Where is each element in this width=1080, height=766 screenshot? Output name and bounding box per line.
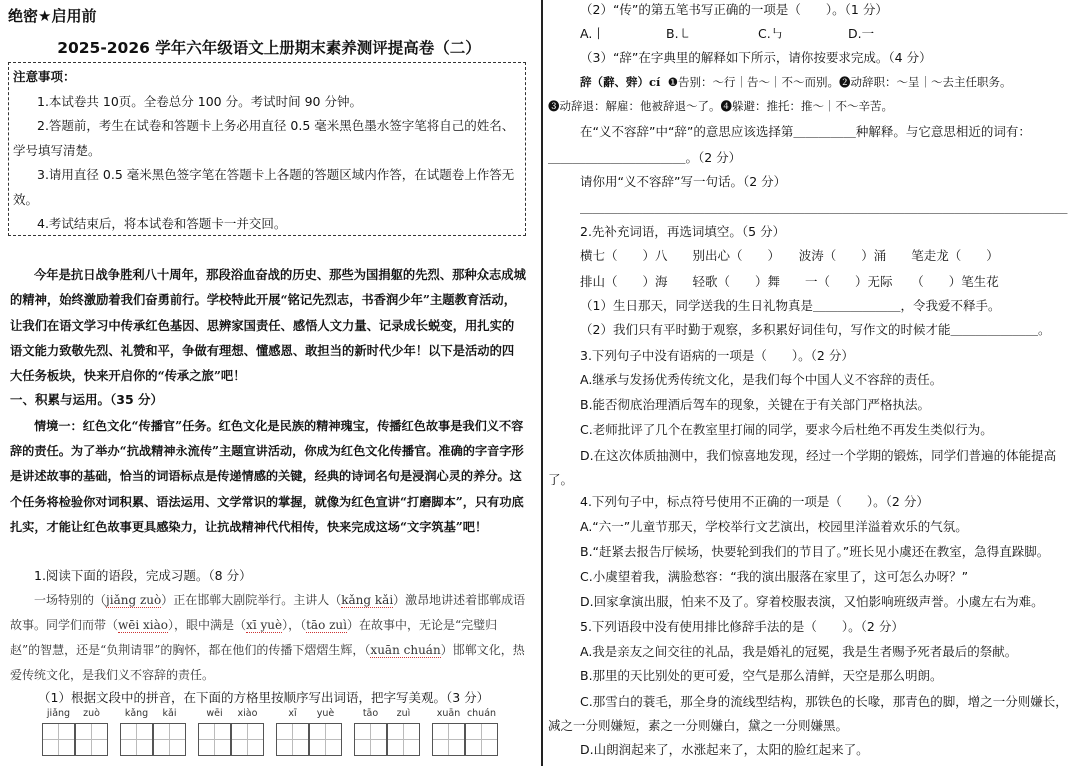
pinyin-blank: wēi xiào [118,618,169,632]
grid-pinyin-label: wēi [206,708,223,719]
grid-pinyin-label: tāo [362,708,379,719]
writing-grid-cell[interactable] [75,723,108,756]
writing-grid-cell[interactable] [153,723,186,756]
option[interactable]: C.㇉ [758,26,784,41]
task-paragraph: 情境一：红色文化“传播官”任务。红色文化是民族的精神瑰宝，传播红色故事是我们义不容辞的责任。为了举办“抗战精神永流传”主题宣讲活动，你成为红色文化传播官。准确的字音字形是讲述故事的基础，恰当的词语标点是传递情感的关键，经典的诗词名句是浸润心灵的养分。这个任务将检验你对词积累、语法运用、文学常识的掌握，就像为红色宣讲“打磨脚本”，只有功底扎实，才能让红色故事更具感染力，让抗战精神代代相传，快来完成这场“文字筑基”吧！ [10,419,524,534]
grid-pinyin-label: kǎi [162,708,177,719]
grid-pinyin-label: xiào [237,708,258,719]
grid-pinyin-label: zuò [83,708,100,719]
grid-pinyin-label: chuán [466,708,497,719]
section-title: 一、积累与运用。（35 分） [10,392,163,407]
notice-item: 2.答题前，考生在试卷和答题卡上务必用直径 0.5 毫米黑色墨水签字笔将自己的姓名、学号填写清楚。 [13,118,515,158]
option[interactable]: C.那雪白的蓑毛，那全身的流线型结构，那铁色的长喙，那青色的脚，增之一分则嫌长，减之一分则嫌短，素之一分则嫌白，黛之一分则嫌黑。 [548,694,1068,733]
question-3: （3）“辞”在字典里的解释如下所示，请你按要求完成。（4 分） [580,50,932,65]
writing-line[interactable]: ＿＿＿＿＿＿＿＿＿＿＿＿＿＿＿＿＿＿＿＿＿＿＿＿＿＿＿＿＿＿＿＿＿＿＿＿＿＿＿ [580,200,1068,215]
option[interactable]: B.“赶紧去报告厅候场，快要轮到我们的节目了。”班长见小虞还在教室，急得直跺脚。 [580,544,1050,559]
option[interactable]: D.一 [848,26,875,41]
left-column [0,0,538,766]
option[interactable]: D.山朗润起来了，水涨起来了，太阳的脸红起来了。 [580,742,869,757]
option[interactable]: A.丨 [580,26,605,41]
option[interactable]: B.那里的天比别处的更可爱，空气是那么清鲜，天空是那么明朗。 [580,668,943,683]
writing-grid-cell[interactable] [42,723,75,756]
idiom-row: 横七（ ）八 别出心（ ） 波涛（ ）涌 笔走龙（ ） [580,248,999,263]
dictionary-entry: 辞（辭、辤）cí ❶告别：～行｜告～｜不～而别。❷动辞职：～呈｜～去主任职务。 [580,75,1012,89]
question-1-1: （1）根据文段中的拼音，在下面的方格里按顺序写出词语，把字写美观。（3 分） [38,690,490,705]
writing-grid-cell[interactable] [120,723,153,756]
question-6: 4.下列句子中，标点符号使用不正确的一项是（ ）。（2 分） [580,494,929,509]
question-4: 2.先补充词语，再选词填空。（5 分） [580,224,786,239]
question-5: 3.下列句子中没有语病的一项是（ ）。（2 分） [580,348,854,363]
option[interactable]: A.继承与发扬优秀传统文化，是我们每个中国人义不容辞的责任。 [580,372,943,387]
question-1: 1.阅读下面的语段，完成习题。（8 分） [34,568,252,583]
writing-grid-cell[interactable] [276,723,309,756]
question-4-2: （2）我们只有平时勤于观察，多积累好词佳句，写作文的时候才能＿＿＿＿＿＿＿。 [580,322,1051,337]
option[interactable]: A.“六一”儿童节那天，学校举行文艺演出，校园里洋溢着欢乐的气氛。 [580,519,968,534]
option[interactable]: D.在这次体质抽测中，我们惊喜地发现，经过一个学期的锻炼，同学们普遍的体能提高了。 [548,448,1057,487]
option[interactable]: B.㇄ [666,26,692,41]
notice-item: 3.请用直径 0.5 毫米黑色签字笔在答题卡上各题的答题区域内作答，在试题卷上作答无效。 [13,167,515,207]
question-3c: 请你用“义不容辞”写一句话。（2 分） [580,174,787,189]
pinyin-blank: xī yuè [246,618,283,632]
option[interactable]: D.回家拿演出服，怕来不及了。穿着校服表演，又怕影响班级声誉。小虞左右为难。 [580,594,1044,609]
grid-pinyin-label: xuān [436,708,461,719]
reading-passage: 一场特别的（jiǎng zuò）正在邯郸大剧院举行。主讲人（kǎng kǎi）激昂地讲述着邯郸成语故事。同学们而带（wēi xiào），眼中满是（xī yuè），（tāo zuì）在故事中，无论是“完璧归赵”的智慧，还是“负荆请罪”的胸怀，都在他们的传播下熠熠生辉，（xuān chuán）邯郸文化，热爱传统文化，是我们义不容辞的责任。 [10,593,526,682]
option[interactable]: B.能否彻底治理酒后驾车的现象，关键在于有关部门严格执法。 [580,397,931,412]
page-title: 2025-2026 学年六年级语文上册期末素养测评提高卷（二） [57,39,481,57]
idiom-row: 排山（ ）海 轻歌（ ）舞 一（ ）无际 （ ）笔生花 [580,274,999,289]
secret-label: 绝密★启用前 [8,7,97,25]
writing-grid-cell[interactable] [309,723,342,756]
notice-item: 4.考试结束后，将本试卷和答题卡一并交回。 [37,216,287,231]
writing-grid-cell[interactable] [198,723,231,756]
question-4-1: （1）生日那天，同学送我的生日礼物真是＿＿＿＿＿＿＿，令我爱不释手。 [580,298,1001,313]
writing-grid-cell[interactable] [387,723,420,756]
grid-pinyin-label: zuì [396,708,411,719]
column-divider [541,0,543,766]
option[interactable]: C.老师批评了几个在教室里打闹的同学，要求今后杜绝不再发生类似行为。 [580,422,993,437]
writing-grid-cell[interactable] [465,723,498,756]
writing-grid-cell[interactable] [432,723,465,756]
pinyin-blank: kǎng kǎi [341,593,394,607]
right-column [548,0,1080,766]
answer-line[interactable]: ＿＿＿＿＿＿＿＿＿＿＿。（2 分） [548,150,742,165]
pinyin-blank: jiǎng zuò [106,593,162,607]
question-2: （2）“传”的第五笔书写正确的一项是（ ）。（1 分） [580,2,888,17]
grid-pinyin-label: jiǎng [46,708,71,719]
question-7: 5.下列语段中没有使用排比修辞手法的是（ ）。（2 分） [580,619,904,634]
grid-pinyin-label: xī [288,708,297,719]
grid-pinyin-label: kǎng [124,708,149,719]
pinyin-blank: xuān chuán [370,643,441,657]
writing-grid [42,708,532,764]
writing-grid-cell[interactable] [231,723,264,756]
option[interactable]: A.我是亲友之间交往的礼品，我是婚礼的冠冕，我是生者赐予死者最后的祭献。 [580,644,1018,659]
question-3a: 在“义不容辞”中“辞”的意思应该选择第＿＿＿＿＿种解释。与它意思相近的词有： [580,124,1031,139]
pinyin-blank: tāo zuì [306,618,347,632]
intro-paragraph: 今年是抗日战争胜利八十周年，那段浴血奋战的历史、那些为国捐躯的先烈、那种众志成城的精神，始终激励着我们奋勇前行。学校特此开展“铭记先烈志，书香润少年”主题教育活动，让我们在语文学习中传承红色基因、思辨家国责任、感悟人文力量、记录成长蜕变，用扎实的语文能力致敬先烈、礼赞和平，争做有理想、懂感恩、敢担当的新时代少年！以下是活动的四大任务板块，快来开启你的“传承之旅”吧！ [10,267,526,384]
notice-item: 1.本试卷共 10页。全卷总分 100 分。考试时间 90 分钟。 [37,93,362,109]
grid-pinyin-label: yuè [316,708,335,719]
notice-heading: 注意事项： [13,69,76,84]
writing-grid-cell[interactable] [354,723,387,756]
option[interactable]: C.小虞望着我，满脸愁容：“我的演出服落在家里了，这可怎么办呀？” [580,569,969,584]
notice-box [8,62,526,236]
options-q2 [548,24,1080,44]
dictionary-entry-cont: ❸动辞退：解雇：他被辞退～了。❹躲避：推托：推～｜不～辛苦。 [548,99,893,113]
